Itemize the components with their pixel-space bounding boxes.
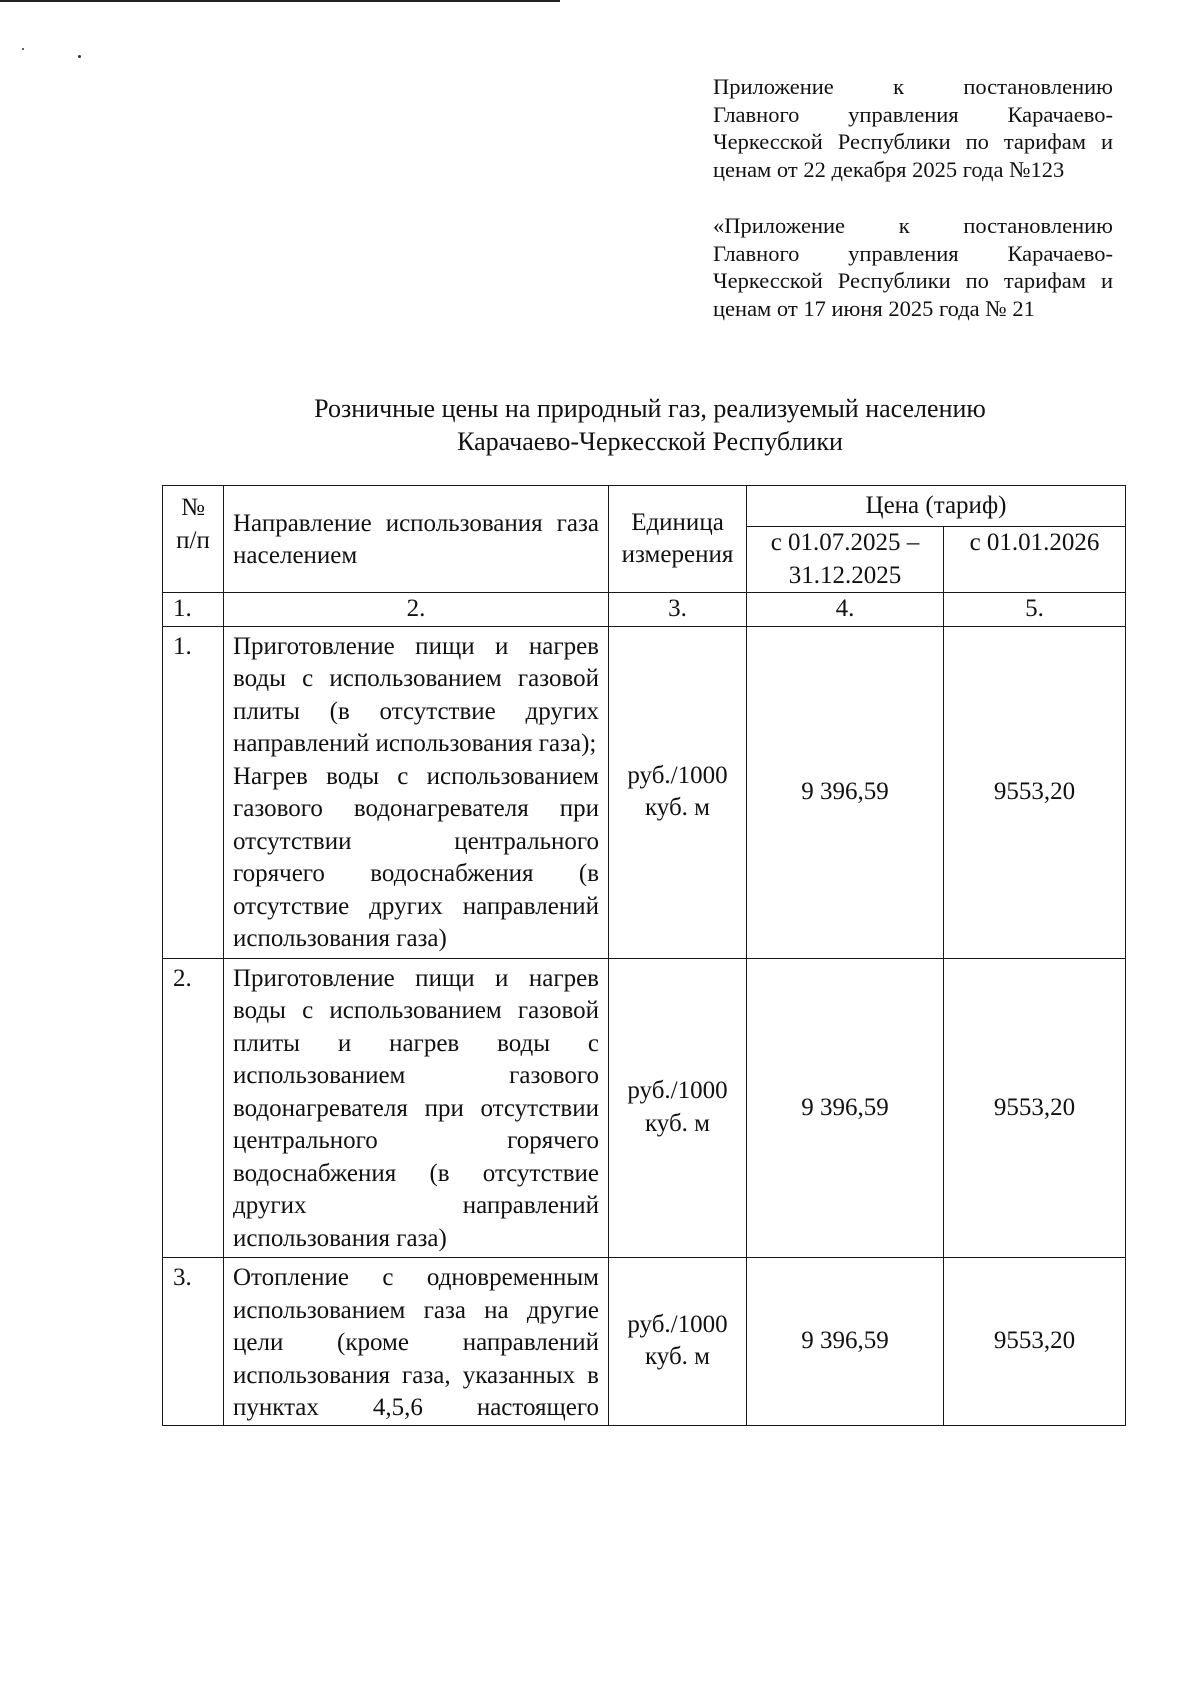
row-number: 2. xyxy=(163,958,224,1258)
title-line: Карачаево-Черкесской Республики xyxy=(457,427,843,456)
direction-text: Приготовление пищи и нагрев воды с использованием газовой плиты (в отсутствие других направлений использования газа); xyxy=(233,632,599,757)
unit-line: куб. м xyxy=(644,1109,710,1137)
row-price-2026: 9553,20 xyxy=(944,626,1126,958)
header-unit-cell xyxy=(609,486,747,593)
column-number: 5. xyxy=(944,593,1126,627)
table-row xyxy=(163,1258,1126,1426)
header-direction-cell: Направление использования газа населением xyxy=(224,486,609,593)
row-direction xyxy=(224,626,609,958)
column-number: 1. xyxy=(163,593,224,627)
header-number-sign: № xyxy=(181,494,205,521)
scan-speck xyxy=(22,48,24,50)
unit-line: куб. м xyxy=(644,1343,710,1371)
appendix-line: Черкесской Республики по тарифам и xyxy=(713,268,1113,293)
row-price-2025: 9 396,59 xyxy=(747,1258,944,1426)
row-unit xyxy=(609,958,747,1258)
row-unit xyxy=(609,1258,747,1426)
appendix-line: ценам от 17 июня 2025 года № 21 xyxy=(713,295,1035,321)
row-price-2026: 9553,20 xyxy=(944,958,1126,1258)
row-number: 3. xyxy=(163,1258,224,1426)
row-direction: Отопление с одновременным использованием газа на другие цели (кроме направлений использования газа, указанных в пунктах 4,5,6 настоящего xyxy=(224,1258,609,1426)
title-line: Розничные цены на природный газ, реализуемый населению xyxy=(314,394,986,423)
document-title xyxy=(150,392,1150,458)
page-bottom-margin xyxy=(0,1632,1200,1698)
header-price-cell: Цена (тариф) xyxy=(747,486,1126,527)
column-number-row xyxy=(163,593,1126,627)
table-header-row xyxy=(163,486,1126,527)
header-period-2026: с 01.01.2026 xyxy=(944,527,1126,593)
row-unit xyxy=(609,626,747,958)
direction-text: Нагрев воды с использованием газового водонагревателя при отсутствии центрального горячего водоснабжения (в отсутствие других направлений использования газа) xyxy=(233,762,599,952)
appendix-reference-current xyxy=(713,73,1113,183)
header-unit-line: Единица xyxy=(631,508,724,536)
scan-speck xyxy=(78,55,81,58)
row-price-2026: 9553,20 xyxy=(944,1258,1126,1426)
unit-line: куб. м xyxy=(644,794,710,821)
header-number-cell xyxy=(163,486,224,593)
appendix-line: Черкесской Республики по тарифам и xyxy=(713,129,1113,154)
appendix-line: «Приложение к постановлению xyxy=(713,213,1113,238)
header-unit-line: измерения xyxy=(621,541,734,568)
appendix-reference-previous xyxy=(713,212,1113,322)
column-number: 3. xyxy=(609,593,747,627)
appendix-line: ценам от 22 декабря 2025 года №123 xyxy=(713,156,1065,182)
scan-edge-line xyxy=(0,0,560,2)
row-price-2025: 9 396,59 xyxy=(747,958,944,1258)
row-direction: Приготовление пищи и нагрев воды с использованием газовой плиты и нагрев воды с использованием газового водонагревателя при отсутствии центрального горячего водоснабжения (в отсутствие других направлений использования газа) xyxy=(224,958,609,1258)
period-line: 31.12.2025 xyxy=(788,561,902,589)
gas-price-table xyxy=(162,485,1126,1426)
table-row xyxy=(163,626,1126,958)
period-line: с 01.07.2025 – xyxy=(770,529,920,556)
appendix-line: Главного управления Карачаево- xyxy=(713,240,1113,266)
unit-line: руб./1000 xyxy=(627,1310,728,1338)
header-period-2025 xyxy=(747,527,944,593)
header-number-abbr: п/п xyxy=(176,526,210,554)
row-price-2025: 9 396,59 xyxy=(747,626,944,958)
appendix-line: Главного управления Карачаево- xyxy=(713,101,1113,127)
unit-line: руб./1000 xyxy=(627,1077,728,1105)
column-number: 2. xyxy=(224,593,609,627)
appendix-line: Приложение к постановлению xyxy=(713,74,1113,99)
table-row xyxy=(163,958,1126,1258)
row-number: 1. xyxy=(163,626,224,958)
column-number: 4. xyxy=(747,593,944,627)
unit-line: руб./1000 xyxy=(627,761,728,789)
